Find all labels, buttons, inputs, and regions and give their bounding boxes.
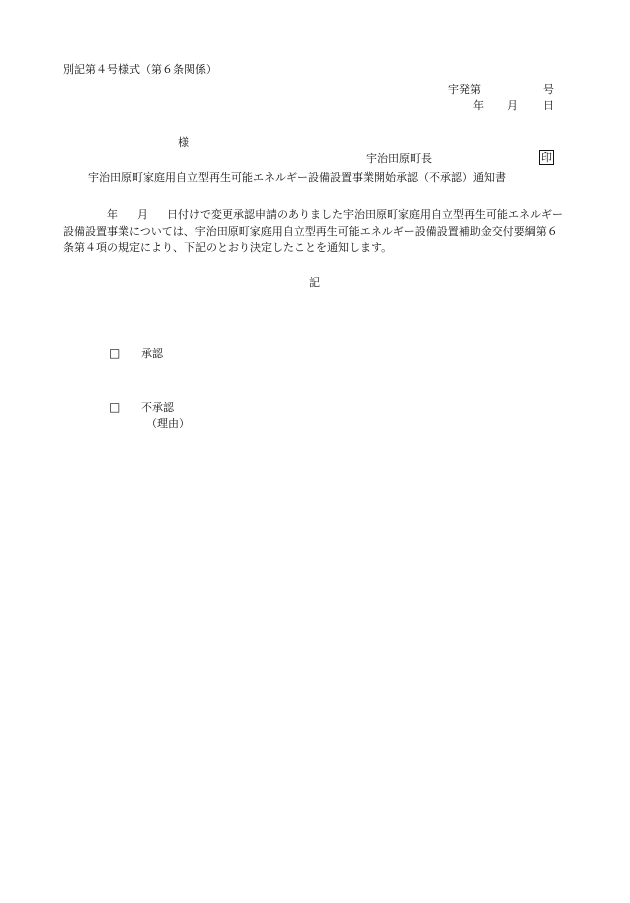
approve-label: 承認 [141, 347, 163, 360]
sender-name: 宇治田原町長 [366, 152, 432, 165]
disapprove-checkbox[interactable]: □ [109, 400, 121, 414]
reference-number-suffix: 号 [543, 83, 554, 96]
addressee-suffix: 様 [178, 136, 189, 149]
document-title: 宇治田原町家庭用自立型再生可能エネルギー設備設置事業開始承認（不承認）通知書 [88, 171, 506, 184]
seal-box: 印 [541, 151, 552, 164]
body-month-label: 月 [137, 208, 148, 221]
ki-heading: 記 [309, 276, 320, 289]
date-month-label: 月 [507, 99, 518, 112]
approve-checkbox[interactable]: □ [109, 346, 121, 360]
reference-number-label: 宇発第 [448, 83, 481, 96]
form-label: 別記第４号様式（第６条関係） [63, 63, 217, 76]
reason-label: （理由） [146, 417, 190, 430]
body-paragraph: 日付けで変更承認申請のありました宇治田原町家庭用自立型再生可能エネルギー設備設置事業については、宇治田原町家庭用自立型再生可能エネルギー設備設置補助金交付要綱第６条第４項の規定により、下記のとおり決定したことを通知します。 [63, 208, 563, 254]
date-year-label: 年 [473, 99, 484, 112]
disapprove-label: 不承認 [141, 401, 174, 414]
notification-body [63, 207, 568, 257]
date-day-label: 日 [543, 99, 554, 112]
body-year-label: 年 [107, 208, 118, 221]
